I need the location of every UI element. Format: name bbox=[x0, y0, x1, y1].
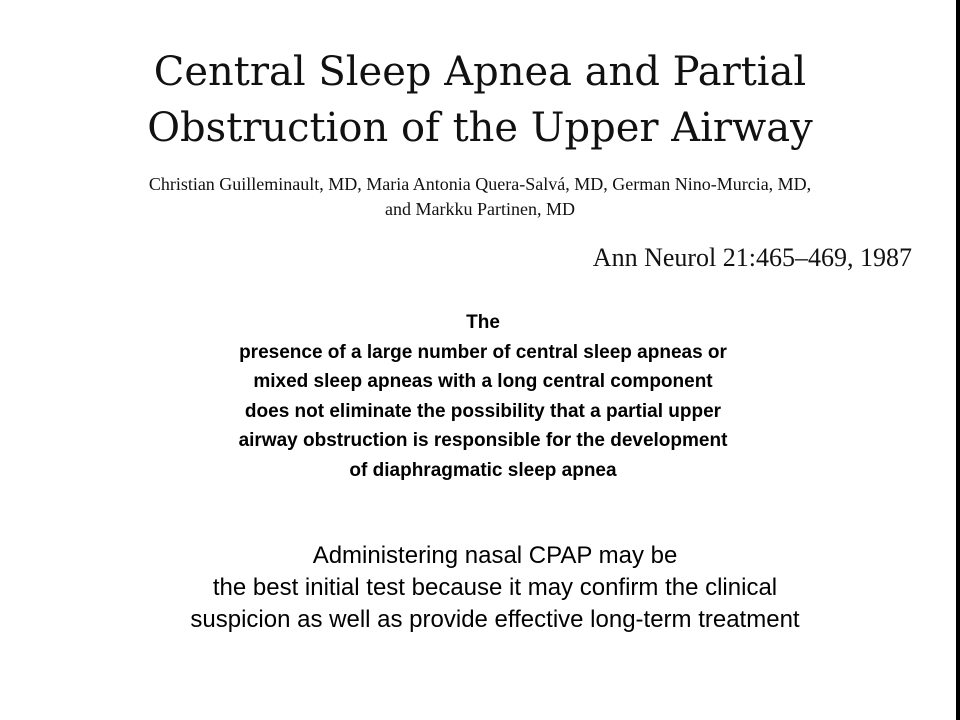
finding-line-1: The bbox=[466, 312, 500, 333]
paper-authors-line-1: Christian Guilleminault, MD, Maria Antonia Quera-Salvá, MD, German Nino-Murcia, MD, bbox=[148, 174, 812, 194]
finding-line-5: airway obstruction is responsible for the development bbox=[238, 430, 728, 452]
paper-authors bbox=[80, 172, 880, 222]
paper-title-line-1: Central Sleep Apnea and Partial bbox=[153, 49, 807, 95]
paper-title bbox=[60, 44, 900, 156]
paper-citation: Ann Neurol 21:465–469, 1987 bbox=[592, 243, 912, 272]
recommendation-line-3: suspicion as well as provide effective long-term treatment bbox=[190, 606, 800, 633]
slide-right-border bbox=[956, 0, 960, 720]
finding-line-4: does not eliminate the possibility that a partial upper bbox=[244, 400, 722, 422]
finding-line-3: mixed sleep apneas with a long central component bbox=[253, 371, 713, 393]
paper-title-line-2: Obstruction of the Upper Airway bbox=[147, 105, 813, 151]
recommendation-text bbox=[110, 540, 880, 636]
finding-text bbox=[120, 308, 846, 486]
recommendation-line-2: the best initial test because it may confirm the clinical bbox=[212, 574, 778, 601]
recommendation-line-1: Administering nasal CPAP may be bbox=[312, 542, 678, 569]
paper-authors-line-2: and Markku Partinen, MD bbox=[385, 199, 575, 219]
finding-line-6: of diaphragmatic sleep apnea bbox=[349, 459, 617, 481]
finding-line-2: presence of a large number of central sleep apneas or bbox=[239, 341, 727, 363]
